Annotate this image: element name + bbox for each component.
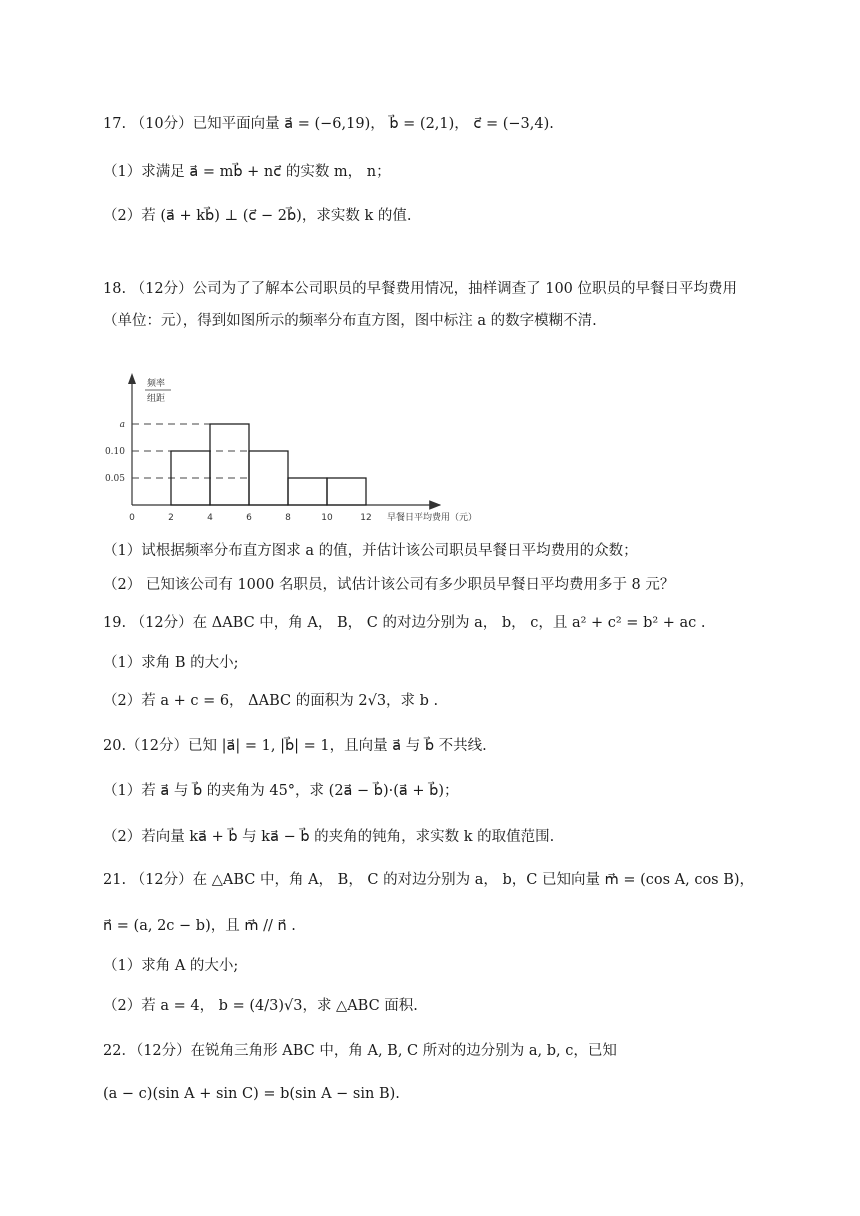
histogram-bar <box>249 451 288 505</box>
x-tick-label: 12 <box>360 513 372 523</box>
q18-stem-line1: 18. （12分）公司为了了解本公司职员的早餐费用情况，抽样调查了 100 位职员的早餐日平均费用 <box>103 281 738 297</box>
q19-part1: （1）求角 B 的大小; <box>103 655 239 671</box>
q17-part2: （2）若 (a⃗ + kb⃗) ⊥ (c⃗ − 2b⃗)，求实数 k 的值. <box>103 208 412 224</box>
y-axis-label-bottom: 组距 <box>147 394 166 404</box>
q21-stem-line1: 21. （12分）在 △ABC 中，角 A， B， C 的对边分别为 a， b，C 已知向量 m⃗ = (cos A, cos B)， <box>103 872 755 888</box>
q19-stem: 19. （12分）在 ΔABC 中，角 A， B， C 的对边分别为 a， b， c，且 a² + c² = b² + ac . <box>103 615 706 631</box>
x-axis-title: 早餐日平均费用（元） <box>387 513 478 523</box>
x-tick-label: 2 <box>168 513 174 523</box>
q21-part1: （1）求角 A 的大小; <box>103 958 239 974</box>
q20-stem: 20.（12分）已知 |a⃗| = 1, |b⃗| = 1，且向量 a⃗ 与 b⃗ 不共线. <box>103 738 487 754</box>
y-tick-label: 0.10 <box>104 447 125 457</box>
q18-part1: （1）试根据频率分布直方图求 a 的值，并估计该公司职员早餐日平均费用的众数； <box>103 543 638 559</box>
q20-part1: （1）若 a⃗ 与 b⃗ 的夹角为 45°，求 (2a⃗ − b⃗)·(a⃗ + b⃗)； <box>103 783 459 799</box>
x-tick-label: 0 <box>129 513 135 523</box>
x-tick-label: 4 <box>207 513 213 523</box>
q19-part2: （2）若 a + c = 6， ΔABC 的面积为 2√3，求 b . <box>103 693 439 709</box>
q20-part2: （2）若向量 ka⃗ + b⃗ 与 ka⃗ − b⃗ 的夹角的钝角，求实数 k 的取值范围. <box>103 829 555 845</box>
y-tick-label: 0.05 <box>104 474 125 484</box>
histogram-svg <box>95 372 515 532</box>
q18-part2: （2） 已知该公司有 1000 名职员，试估计该公司有多少职员早餐日平均费用多于 8 元？ <box>103 577 675 593</box>
q22-stem-line2: (a − c)(sin A + sin C) = b(sin A − sin B). <box>103 1086 400 1102</box>
x-tick-label: 10 <box>321 513 333 523</box>
q21-stem-line2: n⃗ = (a, 2c − b)，且 m⃗ // n⃗ . <box>103 918 296 934</box>
histogram-bar <box>327 478 366 505</box>
x-tick-labels <box>129 513 372 523</box>
q17-stem: 17. （10分）已知平面向量 a⃗ = (−6,19)， b⃗ = (2,1)， c⃗ = (−3,4). <box>103 116 554 132</box>
x-tick-label: 8 <box>285 513 291 523</box>
histogram-figure <box>95 372 515 532</box>
q18-stem-line2: （单位：元），得到如图所示的频率分布直方图，图中标注 a 的数字模糊不清. <box>103 313 597 329</box>
y-axis-arrow <box>128 373 136 384</box>
y-tick-labels <box>105 420 125 484</box>
q22-stem-line1: 22．（12分）在锐角三角形 ABC 中，角 A, B, C 所对的边分别为 a, b, c，已知 <box>103 1043 617 1059</box>
histogram-bars <box>171 424 366 505</box>
histogram-bar <box>210 424 249 505</box>
x-tick-label: 6 <box>246 513 252 523</box>
y-tick-label: a <box>119 420 125 430</box>
q17-part1: （1）求满足 a⃗ = mb⃗ + nc⃗ 的实数 m， n； <box>103 164 391 180</box>
histogram-bar <box>288 478 327 505</box>
q21-part2: （2）若 a = 4， b = (4/3)√3，求 △ABC 面积. <box>103 998 418 1014</box>
y-axis-label-top: 频率 <box>147 379 166 389</box>
